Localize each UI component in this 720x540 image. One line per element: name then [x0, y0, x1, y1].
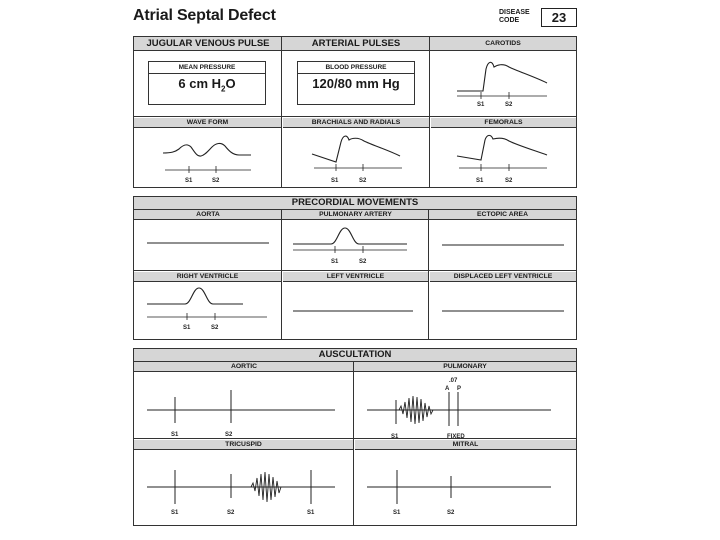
- aortic-s1: S1: [171, 432, 179, 438]
- disease-code-label-1: DISEASE: [499, 9, 530, 16]
- jugular-header: JUGULAR VENOUS PULSE: [134, 37, 282, 51]
- blood-pressure-label: BLOOD PRESSURE: [298, 62, 414, 74]
- pulmonary-artery-s1: S1: [331, 259, 339, 265]
- fixed-label: FIXED: [447, 434, 465, 440]
- ectopic-header: ECTOPIC AREA: [429, 210, 576, 220]
- right-ventricle-s2: S2: [211, 325, 219, 331]
- a-mark: A: [445, 386, 450, 392]
- aorta-header: AORTA: [134, 210, 282, 220]
- mitral-phono: [365, 462, 565, 518]
- pulmonary-s1: S1: [391, 434, 399, 440]
- pulmonary-artery-trace: [291, 224, 411, 266]
- blood-pressure-box: [297, 61, 415, 105]
- carotid-waveform: [455, 55, 555, 111]
- pulmonary-header: PULMONARY: [354, 362, 576, 372]
- pulmonary-artery-s2: S2: [359, 259, 367, 265]
- mean-pressure-label: MEAN PRESSURE: [149, 62, 265, 74]
- disease-code-label-2: CODE: [499, 17, 520, 24]
- aortic-phono: [145, 385, 345, 440]
- carotid-s2: S2: [505, 102, 513, 108]
- femoral-s2: S2: [505, 178, 513, 184]
- tricuspid-header: TRICUSPID: [134, 440, 353, 450]
- brachial-s2: S2: [359, 178, 367, 184]
- jvp-s1: S1: [185, 178, 193, 184]
- pulmonary-artery-header: PULMONARY ARTERY: [282, 210, 429, 220]
- mean-pressure-value: [149, 76, 265, 94]
- pulmonary-phono: [365, 376, 565, 442]
- right-ventricle-header: RIGHT VENTRICLE: [134, 272, 281, 282]
- displaced-lv-trace: [440, 308, 566, 314]
- tricuspid-s1-next: S1: [307, 510, 315, 516]
- p-mark: P: [457, 386, 462, 392]
- mean-pressure-sub: 2: [221, 84, 226, 94]
- femoral-s1: S1: [476, 178, 484, 184]
- left-ventricle-header: LEFT VENTRICLE: [283, 272, 428, 282]
- carotid-s1: S1: [477, 102, 485, 108]
- tricuspid-phono: [145, 462, 345, 518]
- card-title: Atrial Septal Defect: [133, 7, 276, 24]
- left-ventricle-trace: [291, 308, 417, 314]
- mean-pressure-box: [148, 61, 266, 105]
- jvp-s2: S2: [212, 178, 220, 184]
- mean-pressure-tail: O: [225, 76, 236, 91]
- tricuspid-s1: S1: [171, 510, 179, 516]
- auscultation-header: AUSCULTATION: [134, 349, 576, 362]
- tricuspid-s2: S2: [227, 510, 235, 516]
- disease-code-value: 23: [541, 8, 577, 27]
- split-interval: .07: [449, 378, 458, 384]
- carotids-header: CAROTIDS: [430, 37, 576, 51]
- displaced-lv-header: DISPLACED LEFT VENTRICLE: [430, 272, 576, 282]
- ectopic-trace: [440, 242, 566, 248]
- jvp-waveform: [161, 137, 261, 187]
- aorta-trace: [145, 240, 271, 246]
- aortic-s2: S2: [225, 432, 233, 438]
- arterial-header: ARTERIAL PULSES: [282, 37, 430, 51]
- brachials-header: BRACHIALS AND RADIALS: [283, 118, 429, 128]
- femoral-waveform: [455, 130, 555, 186]
- mean-pressure-main: 6 cm H: [178, 76, 222, 91]
- mitral-s2: S2: [447, 510, 455, 516]
- brachial-waveform: [310, 130, 410, 186]
- femorals-header: FEMORALS: [431, 118, 576, 128]
- mitral-s1: S1: [393, 510, 401, 516]
- wave-form-header: WAVE FORM: [134, 118, 281, 128]
- mitral-header: MITRAL: [355, 440, 576, 450]
- right-ventricle-s1: S1: [183, 325, 191, 331]
- brachial-s1: S1: [331, 178, 339, 184]
- precordial-header: PRECORDIAL MOVEMENTS: [134, 197, 576, 210]
- right-ventricle-trace: [145, 286, 271, 332]
- blood-pressure-value: 120/80 mm Hg: [312, 76, 400, 91]
- aortic-header: AORTIC: [134, 362, 354, 372]
